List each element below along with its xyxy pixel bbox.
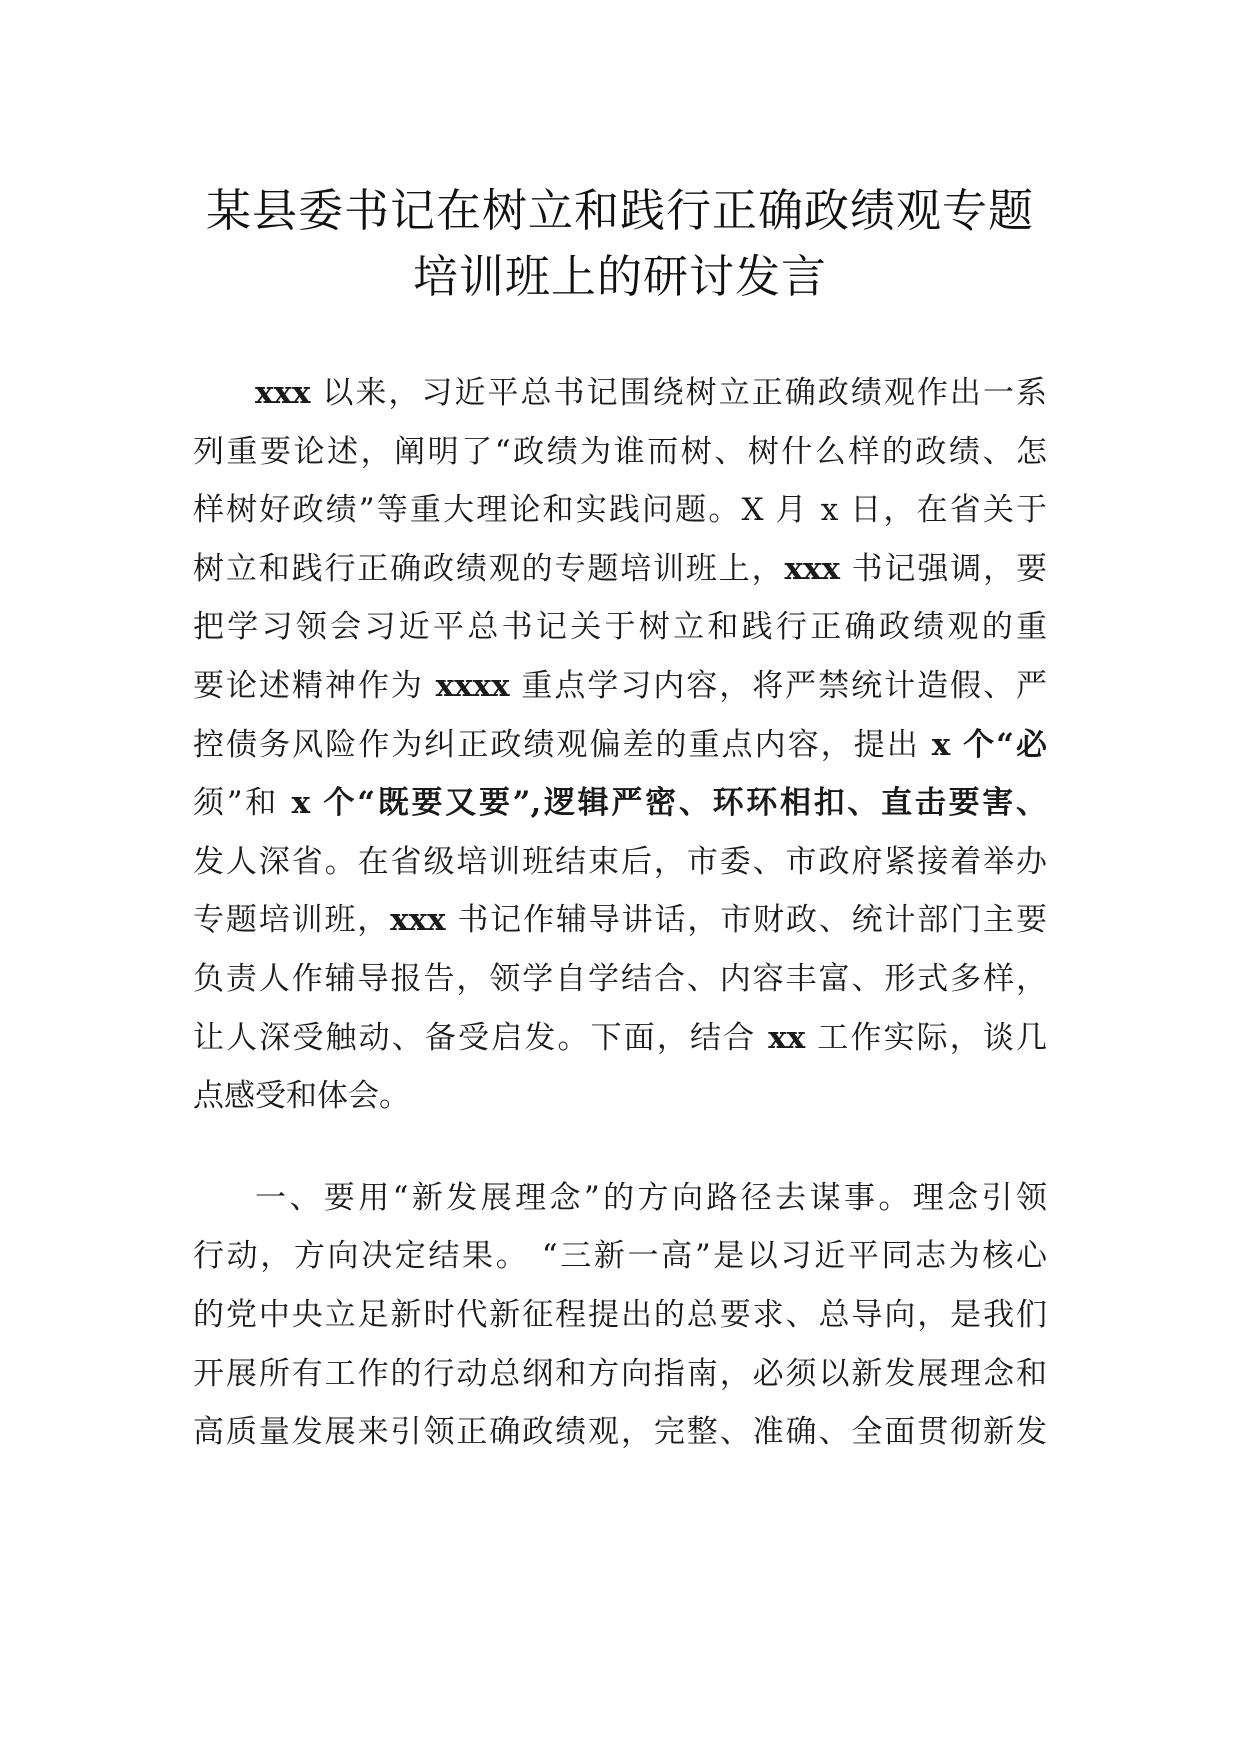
paragraph-text: 要论述精神作为 [193, 667, 436, 704]
document-body [193, 364, 1047, 1462]
paragraph-line [193, 540, 1047, 599]
title-line-2: 培训班上的研讨发言 [412, 250, 827, 303]
document-title [140, 178, 1100, 310]
paragraph-line [193, 774, 1047, 833]
placeholder-text: xxx [255, 375, 311, 411]
paragraph-text: 让人深受触动、备受启发。下面，结合 [193, 1019, 769, 1056]
placeholder-text: xx [768, 1019, 806, 1056]
paragraph-text: 控债务风险作为纠正政绩观偏差的重点内容，提出 [193, 726, 932, 763]
paragraph-text: 书记作辅导讲话，市财政、统计部门主要 [445, 902, 1047, 939]
paragraph-line: 的党中央立足新时代新征程提出的总要求、总导向，是我们 [193, 1296, 1047, 1333]
paragraph-line: 发人深省。在省级培训班结束后，市委、市政府紧接着举办 [193, 843, 1047, 880]
paragraph-line: 负责人作辅导报告，领学自学结合、内容丰富、形式多样， [193, 960, 1047, 997]
paragraph-line [193, 891, 1047, 950]
paragraph-line: 行动，方向决定结果。 “三新一高”是以习近平同志为核心 [193, 1238, 1047, 1275]
paragraph-text: 重点学习内容，将严禁统计造假、严 [509, 667, 1047, 704]
placeholder-text: xxxx [435, 667, 510, 704]
paragraph-line [193, 716, 1047, 775]
paragraph-line: 样树好政绩”等重大理论和实践问题。X 月 x 日，在省关于 [193, 492, 1047, 529]
paragraph-line: 开展所有工作的行动总纲和方向指南，必须以新发展理念和 [193, 1355, 1047, 1392]
title-line-1: 某县委书记在树立和践行正确政绩观专题 [205, 184, 1034, 237]
bold-text: x 个“既要又要”,逻辑严密、环环相扣、直击要害、 [291, 785, 1047, 822]
bold-text: x 个“必 [931, 726, 1047, 763]
paragraph-line: 列重要论述，阐明了“政绩为谁而树、树什么样的政绩、怎 [193, 433, 1047, 470]
placeholder-text: xxx [390, 902, 446, 939]
paragraph-line [193, 364, 1047, 423]
paragraph-line [193, 657, 1047, 716]
paragraph-text: 书记强调，要 [839, 550, 1047, 587]
paragraph-line: 点感受和体会。 [193, 1078, 410, 1115]
paragraph-text: 以来，习近平总书记围绕树立正确政绩观作出一系 [310, 375, 1047, 411]
paragraph-line [193, 1009, 1047, 1068]
paragraph-text: 须”和 [193, 785, 292, 822]
paragraph-intro [193, 364, 1047, 1126]
paragraph-text: 专题培训班， [193, 902, 391, 939]
paragraph-line: 把学习领会习近平总书记关于树立和践行正确政绩观的重 [193, 609, 1047, 646]
paragraph-line: 高质量发展来引领正确政绩观，完整、准确、全面贯彻新发 [193, 1414, 1047, 1451]
paragraph-text: 树立和践行正确政绩观的专题培训班上， [193, 550, 785, 587]
paragraph-spacing [193, 1126, 1047, 1169]
placeholder-text: xxx [784, 550, 840, 587]
paragraph-line: 一、要用“新发展理念”的方向路径去谋事。理念引领 [255, 1179, 1047, 1216]
paragraph-section-one [193, 1169, 1047, 1462]
paragraph-text: 工作实际，谈几 [805, 1019, 1047, 1056]
